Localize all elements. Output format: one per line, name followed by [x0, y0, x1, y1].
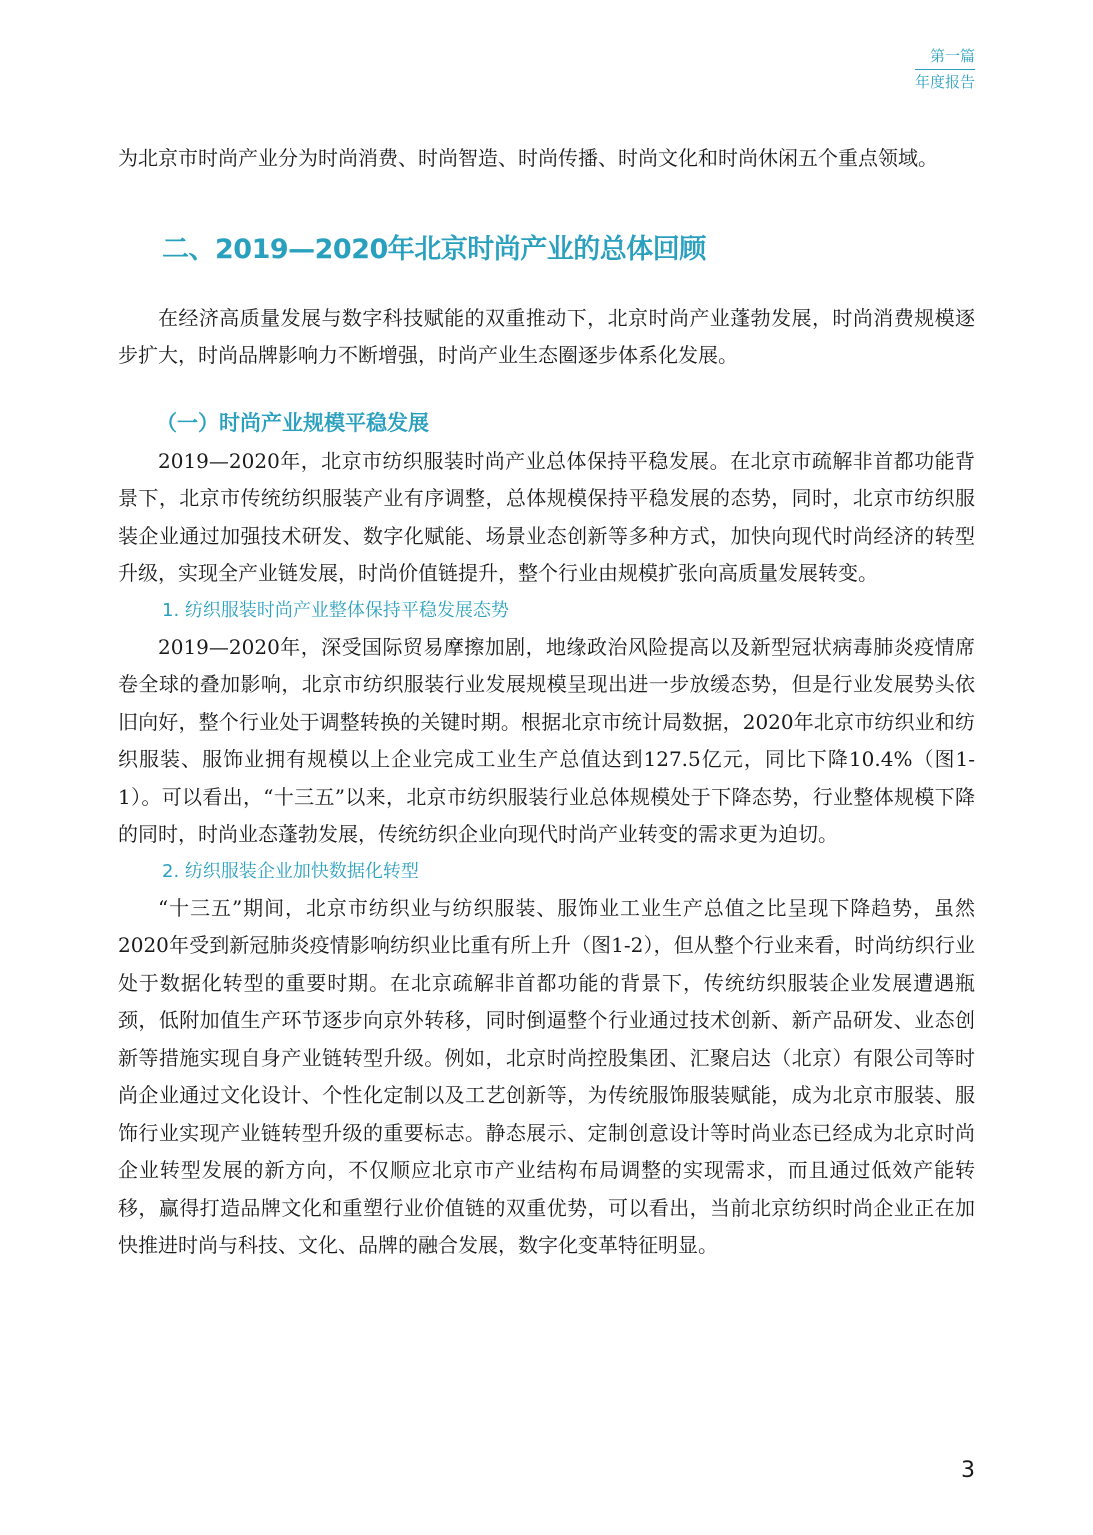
page-number: 3	[961, 1458, 975, 1483]
item-heading-1: 1. 纺织服装时尚产业整体保持平稳发展态势	[162, 599, 509, 621]
item-heading-2: 2. 纺织服装企业加快数据化转型	[162, 860, 419, 882]
section-heading: 二、2019—2020年北京时尚产业的总体回顾	[162, 233, 706, 265]
header-section-label: 年度报告	[914, 73, 975, 91]
running-header	[915, 46, 975, 92]
header-part-label: 第一篇	[915, 46, 975, 70]
paragraph-continued: 为北京市时尚产业分为时尚消费、时尚智造、时尚传播、时尚文化和时尚休闲五个重点领域。	[118, 146, 938, 170]
subsection-heading: （一）时尚产业规模平稳发展	[156, 410, 429, 435]
page-content	[118, 140, 975, 1265]
paragraph-intro: 在经济高质量发展与数字科技赋能的双重推动下，北京时尚产业蓬勃发展，时尚消费规模逐步扩大，时尚品牌影响力不断增强，时尚产业生态圈逐步体系化发展。	[118, 305, 975, 367]
paragraph-transformation: “十三五”期间，北京市纺织业与纺织服装、服饰业工业生产总值之比呈现下降趋势，虽然2020年受到新冠肺炎疫情影响纺织业比重有所上升（图1-2），但从整个行业来看，时尚纺织行业处于数据化转型的重要时期。在北京疏解非首都功能的背景下，传统纺织服装企业发展遭遇瓶颈，低附加值生产环节逐步向京外转移，同时倒逼整个行业通过技术创新、新产品研发、业态创新等措施实现自身产业链转型升级。例如，北京时尚控股集团、汇聚启达（北京）有限公司等时尚企业通过文化设计、个性化定制以及工艺创新等，为传统服饰服装赋能，成为北京市服装、服饰行业实现产业链转型升级的重要标志。静态展示、定制创意设计等时尚业态已经成为北京时尚企业转型发展的新方向，不仅顺应北京市产业结构布局调整的实现需求，而且通过低效产能转移，赢得打造品牌文化和重塑行业价值链的双重优势，可以看出，当前北京纺织时尚企业正在加快推进时尚与科技、文化、品牌的融合发展，数字化变革特征明显。	[118, 895, 975, 1257]
paragraph-overview: 2019—2020年，北京市纺织服装时尚产业总体保持平稳发展。在北京市疏解非首都功能背景下，北京市传统纺织服装产业有序调整，总体规模保持平稳发展的态势，同时，北京市纺织服装企业通过加强技术研发、数字化赋能、场景业态创新等多种方式，加快向现代时尚经济的转型升级，实现全产业链发展，时尚价值链提升，整个行业由规模扩张向高质量发展转变。	[118, 448, 975, 585]
paragraph-scale: 2019—2020年，深受国际贸易摩擦加剧，地缘政治风险提高以及新型冠状病毒肺炎疫情席卷全球的叠加影响，北京市纺织服装行业发展规模呈现出进一步放缓态势，但是行业发展势头依旧向好，整个行业处于调整转换的关键时期。根据北京市统计局数据，2020年北京市纺织业和纺织服装、服饰业拥有规模以上企业完成工业生产总值达到127.5亿元，同比下降10.4%（图1-1）。可以看出，“十三五”以来，北京市纺织服装行业总体规模处于下降态势，行业整体规模下降的同时，时尚业态蓬勃发展，传统纺织企业向现代时尚产业转变的需求更为迫切。	[118, 634, 975, 846]
